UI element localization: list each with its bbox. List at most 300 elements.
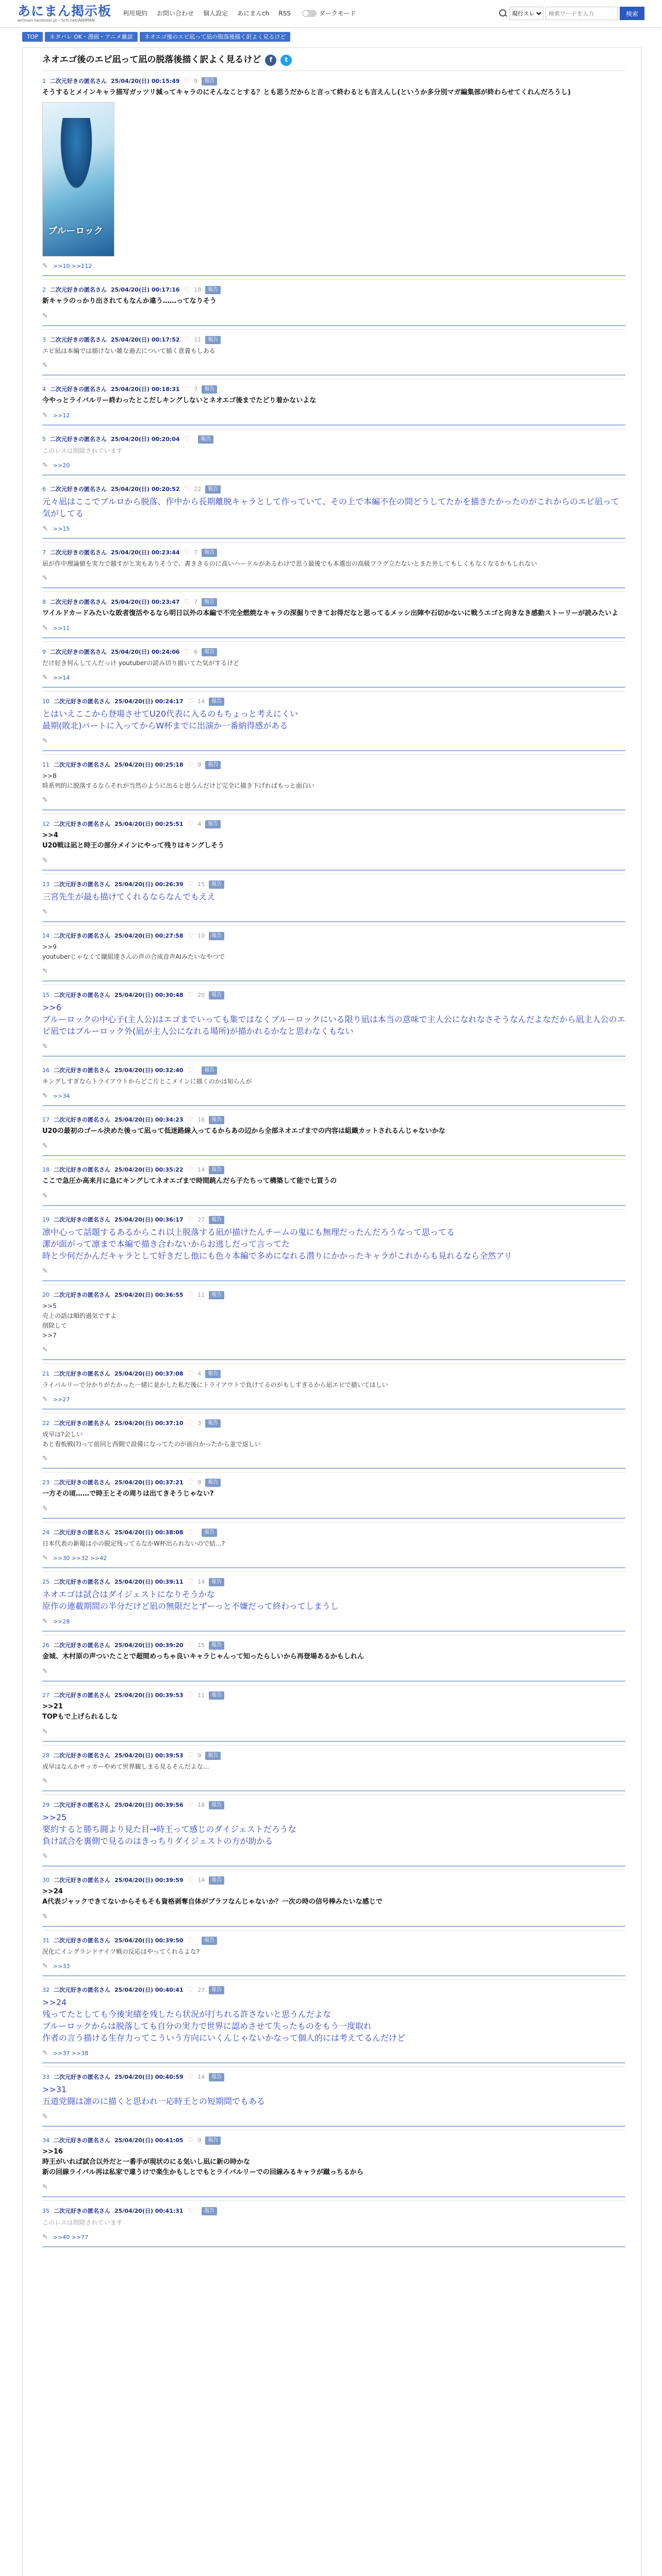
heart-icon[interactable]: ♡ xyxy=(187,1066,194,1074)
report-button[interactable]: 報告 xyxy=(205,336,221,344)
post-divider xyxy=(42,538,625,539)
poster-name: 二次元好きの匿名さん xyxy=(54,881,110,888)
post-number[interactable]: 21 xyxy=(42,1370,49,1378)
post-number[interactable]: 5 xyxy=(42,436,46,443)
post-number[interactable]: 32 xyxy=(42,1987,49,1994)
report-button[interactable]: 報告 xyxy=(202,77,217,86)
post-body: >>25 要約すると勝ち闘より見た目→時王って感じのダイジェストだろうな 負け試合を裏側で見るのはきっちりダイジェストの方が助かる xyxy=(42,1812,296,1846)
post-date: 25/04/20(日) 00:39:50 xyxy=(114,1937,184,1944)
heart-count: 11 xyxy=(194,336,202,344)
post-number[interactable]: 17 xyxy=(42,1116,49,1124)
post-body: 元々凪はここでブルロから脱落、作中から長期離脱キャラとして作っていて、その上で本編不在の間どうしてたかを描きたかったのがこれからのエピ凪って気がしてる xyxy=(42,496,620,518)
heart-icon[interactable]: ♡ xyxy=(187,1115,194,1124)
post-date: 25/04/20(日) 00:37:10 xyxy=(114,1420,184,1427)
heart-icon[interactable]: ♡ xyxy=(187,1215,194,1224)
post-date: 25/04/20(日) 00:41:31 xyxy=(114,2208,184,2215)
post-divider xyxy=(42,325,625,326)
reply-links[interactable]: >>33 xyxy=(53,1963,70,1970)
reply-links[interactable]: >>15 xyxy=(53,526,70,533)
post-body: >>24 残ってたとしても今後実績を残したら状況が打ちれる許さないと思うんだよな ブルーロックからは脱落しても自分の実力で世界に認めさせて失ったものをもう一度取れ 作者の言う描ける生存力ってこういう方向にいくんじゃないかなって個人的には考えてるんだけど xyxy=(42,1997,406,2043)
heart-icon[interactable]: ♡ xyxy=(187,1528,194,1536)
post-header xyxy=(42,1639,625,1652)
post-reactions xyxy=(42,1191,625,1202)
post-number[interactable]: 31 xyxy=(42,1937,49,1944)
reply-icon[interactable]: ✎ xyxy=(42,1192,48,1200)
post-number[interactable]: 23 xyxy=(42,1479,49,1486)
report-button[interactable]: 報告 xyxy=(209,1166,224,1174)
nav-settings-link[interactable]: 個人設定 xyxy=(203,10,228,18)
heart-icon[interactable]: ♡ xyxy=(184,548,190,556)
report-button[interactable]: 報告 xyxy=(209,698,224,706)
header-nav xyxy=(123,9,291,18)
heart-icon[interactable]: ♡ xyxy=(187,1165,194,1174)
reply-icon[interactable]: ✎ xyxy=(42,908,48,916)
poster-name: 二次元好きの匿名さん xyxy=(54,2074,110,2081)
post-number[interactable]: 11 xyxy=(42,761,49,769)
post-body: 今やっとライバルリー終わったとこだしキングしないとネオエゴ後までたどり着かないよな xyxy=(42,396,317,404)
site-header xyxy=(0,0,662,28)
post-number[interactable]: 9 xyxy=(42,649,46,656)
post-item xyxy=(42,1930,625,1979)
heart-count: 4 xyxy=(197,1370,202,1378)
post-reactions xyxy=(42,907,625,918)
heart-icon[interactable]: ♡ xyxy=(187,1641,194,1649)
site-logo[interactable] xyxy=(18,5,111,23)
heart-icon[interactable]: ♡ xyxy=(184,485,190,493)
poster-name: 二次元好きの匿名さん xyxy=(50,649,107,656)
post-number[interactable]: 10 xyxy=(42,698,49,705)
reply-icon[interactable]: ✎ xyxy=(42,2112,48,2121)
reply-icon[interactable]: ✎ xyxy=(42,2049,48,2057)
post-date: 25/04/20(日) 00:24:17 xyxy=(114,698,184,705)
post-date: 25/04/20(日) 00:39:53 xyxy=(114,1752,184,1759)
post-number[interactable]: 14 xyxy=(42,933,49,940)
post-divider xyxy=(42,1409,625,1410)
heart-count: 27 xyxy=(197,1216,205,1224)
heart-icon[interactable]: ♡ xyxy=(187,1578,194,1586)
post-image[interactable] xyxy=(42,102,114,257)
poster-name: 二次元好きの匿名さん xyxy=(54,933,110,940)
heart-icon[interactable]: ♡ xyxy=(187,931,194,940)
heart-icon[interactable]: ♡ xyxy=(187,1986,194,1994)
reply-icon[interactable]: ✎ xyxy=(42,361,48,369)
post-reactions xyxy=(42,855,625,867)
post-item xyxy=(42,1284,625,1363)
reply-icon[interactable]: ✎ xyxy=(42,967,48,975)
heart-icon[interactable]: ♡ xyxy=(187,760,194,769)
reply-icon[interactable]: ✎ xyxy=(42,796,48,804)
heart-icon[interactable]: ♡ xyxy=(184,77,190,85)
reply-icon[interactable]: ✎ xyxy=(42,1142,48,1150)
heart-icon[interactable]: ♡ xyxy=(187,1369,194,1378)
report-button[interactable]: 報告 xyxy=(209,880,224,889)
report-button[interactable]: 報告 xyxy=(205,1752,221,1760)
report-button[interactable]: 報告 xyxy=(202,648,217,656)
post-header xyxy=(42,483,625,496)
post-divider xyxy=(42,2062,625,2063)
heart-icon[interactable]: ♡ xyxy=(184,285,190,294)
heart-icon[interactable]: ♡ xyxy=(187,697,194,705)
report-button[interactable]: 報告 xyxy=(209,1641,224,1650)
report-button[interactable]: 報告 xyxy=(209,1116,224,1124)
reply-icon[interactable]: ✎ xyxy=(42,1454,48,1463)
heart-icon[interactable]: ♡ xyxy=(187,1691,194,1699)
breadcrumb-top[interactable]: TOP xyxy=(22,32,43,42)
heart-count: 3 xyxy=(197,1420,202,1427)
reply-links[interactable]: >>14 xyxy=(53,674,70,682)
reply-icon[interactable]: ✎ xyxy=(42,1777,48,1785)
reply-links[interactable]: >>27 xyxy=(53,1396,70,1403)
reply-icon[interactable]: ✎ xyxy=(42,856,48,865)
heart-count: 7 xyxy=(194,549,198,556)
logo-subtext: animan-tanboski.jp - 5ch.net/ANIMAN xyxy=(18,18,95,23)
reply-icon[interactable]: ✎ xyxy=(42,624,48,632)
post-date: 25/04/20(日) 00:17:16 xyxy=(111,286,180,294)
heart-icon[interactable]: ♡ xyxy=(187,1801,194,1809)
heart-icon[interactable]: ♡ xyxy=(187,991,194,999)
post-divider xyxy=(42,1280,625,1281)
heart-icon[interactable]: ♡ xyxy=(187,880,194,888)
post-divider xyxy=(42,1681,625,1682)
poster-name: 二次元好きの匿名さん xyxy=(54,1642,110,1649)
reply-links[interactable]: >>20 xyxy=(53,462,70,469)
post-header xyxy=(42,989,625,1002)
heart-count: 14 xyxy=(197,1877,205,1884)
search-button[interactable]: 検索 xyxy=(620,7,644,20)
nav-contact-link[interactable]: お問い合わせ xyxy=(157,10,194,18)
post-number[interactable]: 13 xyxy=(42,881,49,888)
post-body: 一方その頃……で時王とその周りは出てきそうじゃない? xyxy=(42,1489,214,1498)
breadcrumb-thread[interactable]: ネオエゴ後のエピ凪って凪の脱落後描く訳よく見るけど xyxy=(140,32,291,42)
post-number[interactable]: 19 xyxy=(42,1216,49,1224)
post-item xyxy=(42,1060,625,1109)
heart-count: 20 xyxy=(197,992,205,999)
post-item xyxy=(42,1472,625,1522)
facebook-share-icon[interactable]: f xyxy=(265,55,276,66)
post-header xyxy=(42,1368,625,1380)
post-divider xyxy=(42,1975,625,1976)
post-divider xyxy=(42,1056,625,1057)
post-reactions xyxy=(42,795,625,806)
post-number[interactable]: 24 xyxy=(42,1529,49,1536)
post-number[interactable]: 12 xyxy=(42,821,49,828)
post-divider xyxy=(42,1105,625,1106)
report-button[interactable]: 報告 xyxy=(205,2137,221,2145)
report-button[interactable]: 報告 xyxy=(202,1937,217,1945)
reply-icon[interactable]: ✎ xyxy=(42,1727,48,1736)
heart-count: 11 xyxy=(197,1692,205,1699)
post-date: 25/04/20(日) 00:40:59 xyxy=(114,2074,184,2081)
post-body: >>8 時系列的に脱落するならそれが当然のように出ると思うんだけど完全に描き下げればもっと面白い xyxy=(42,772,315,789)
report-button[interactable]: 報告 xyxy=(209,1801,224,1809)
thread-title-row xyxy=(23,50,641,71)
report-button[interactable]: 報告 xyxy=(205,820,221,828)
post-item xyxy=(42,429,625,479)
reply-icon[interactable]: ✎ xyxy=(42,1852,48,1860)
poster-name: 二次元好きの匿名さん xyxy=(54,1067,110,1074)
heart-icon[interactable]: ♡ xyxy=(184,335,190,344)
post-header xyxy=(42,1689,625,1702)
twitter-share-icon[interactable]: t xyxy=(280,55,292,66)
post-date: 25/04/20(日) 00:36:17 xyxy=(114,1216,184,1224)
post-number[interactable]: 2 xyxy=(42,286,46,294)
post-header xyxy=(42,1935,625,1947)
reply-icon[interactable]: ✎ xyxy=(42,1617,48,1625)
heart-icon[interactable]: ♡ xyxy=(187,1876,194,1884)
heart-icon[interactable]: ♡ xyxy=(184,648,190,656)
heart-count: 14 xyxy=(197,698,205,705)
report-button[interactable]: 報告 xyxy=(209,1291,224,1299)
search-input[interactable] xyxy=(545,7,618,20)
report-button[interactable]: 報告 xyxy=(209,1876,224,1885)
post-item xyxy=(42,1209,625,1284)
heart-count: 14 xyxy=(197,1166,205,1174)
reply-icon[interactable]: ✎ xyxy=(42,1962,48,1970)
heart-count: 15 xyxy=(197,881,205,888)
post-number[interactable]: 18 xyxy=(42,1166,49,1174)
post-divider xyxy=(42,980,625,981)
reply-icon[interactable]: ✎ xyxy=(42,411,48,419)
heart-icon[interactable]: ♡ xyxy=(187,2207,194,2215)
post-header xyxy=(42,1417,625,1430)
reply-links[interactable]: >>10 >>112 xyxy=(53,263,92,270)
heart-count: 22 xyxy=(194,486,202,493)
reply-links[interactable]: >>28 xyxy=(53,1618,70,1625)
post-reactions xyxy=(42,623,625,634)
reply-links[interactable]: >>37 >>38 xyxy=(53,2050,89,2057)
post-header xyxy=(42,1874,625,1887)
reply-icon[interactable]: ✎ xyxy=(42,1912,48,1921)
post-body: エピ凪は本編では描けない雑な過去について描く意義もしある xyxy=(42,347,216,354)
post-number[interactable]: 4 xyxy=(42,386,46,393)
reply-icon[interactable]: ✎ xyxy=(42,737,48,745)
heart-count: 18 xyxy=(194,286,202,294)
reply-links[interactable]: >>30 >>32 >>42 xyxy=(53,1555,107,1562)
post-date: 25/04/20(日) 00:39:53 xyxy=(114,1692,184,1699)
report-button[interactable]: 報告 xyxy=(205,1370,221,1378)
heart-count: 9 xyxy=(197,1479,202,1486)
post-item xyxy=(42,2066,625,2130)
post-number[interactable]: 27 xyxy=(42,1692,49,1699)
post-body: >>31 五道党闘は凛のに描くと思われ一応時王との短期間でもある xyxy=(42,2084,266,2106)
heart-icon[interactable]: ♡ xyxy=(187,1291,194,1299)
report-button[interactable]: 報告 xyxy=(202,1529,217,1537)
post-item xyxy=(42,1363,625,1413)
nav-rss-link[interactable]: RSS xyxy=(278,10,291,18)
heart-icon[interactable]: ♡ xyxy=(184,598,190,606)
post-number[interactable]: 20 xyxy=(42,1292,49,1299)
post-number[interactable]: 35 xyxy=(42,2208,49,2215)
heart-icon[interactable]: ♡ xyxy=(184,435,190,443)
post-date: 25/04/20(日) 00:17:52 xyxy=(111,336,180,344)
post-body: >>4 U20戦は凪と時王の部分メインにやって残りはキングしそう xyxy=(42,831,224,850)
reply-icon[interactable]: ✎ xyxy=(42,524,48,533)
reply-icon[interactable]: ✎ xyxy=(42,1267,48,1275)
poster-name: 二次元好きの匿名さん xyxy=(54,2208,110,2215)
reply-icon[interactable]: ✎ xyxy=(42,461,48,469)
post-number[interactable]: 7 xyxy=(42,549,46,556)
heart-count: 15 xyxy=(197,1642,205,1649)
post-number[interactable]: 15 xyxy=(42,992,49,999)
report-button[interactable]: 報告 xyxy=(205,761,221,769)
post-item xyxy=(42,691,625,754)
post-number[interactable]: 26 xyxy=(42,1642,49,1649)
post-divider xyxy=(42,2196,625,2197)
post-divider xyxy=(42,587,625,588)
report-button[interactable]: 報告 xyxy=(209,1986,224,1994)
reply-icon[interactable]: ✎ xyxy=(42,1092,48,1100)
post-header xyxy=(42,334,625,346)
post-number[interactable]: 30 xyxy=(42,1877,49,1884)
post-number[interactable]: 22 xyxy=(42,1420,49,1427)
post-body: 凪が作中理論値を実力で越すがと実もありそうで、書ききるのに高いハードルがあるわけで思う最後でも本選出の高級フラグ立たないとまた外してもしくもなくなるかもしれない xyxy=(42,560,537,567)
post-reactions xyxy=(42,1726,625,1738)
heart-icon[interactable]: ♡ xyxy=(187,2073,194,2081)
post-reactions xyxy=(42,966,625,977)
reply-icon[interactable]: ✎ xyxy=(42,262,48,270)
report-button[interactable]: 報告 xyxy=(202,385,217,394)
post-reactions xyxy=(42,1041,625,1053)
toggle-switch-icon[interactable] xyxy=(302,10,317,17)
reply-links[interactable]: >>11 xyxy=(53,625,70,632)
reply-icon[interactable]: ✎ xyxy=(42,1395,48,1403)
report-button[interactable]: 報告 xyxy=(209,1578,224,1586)
post-reactions xyxy=(42,1553,625,1564)
post-body: このレスは削除されています xyxy=(42,447,123,454)
heart-icon[interactable]: ♡ xyxy=(187,820,194,828)
reply-icon[interactable]: ✎ xyxy=(42,1554,48,1562)
post-reactions xyxy=(42,523,625,535)
reply-icon[interactable]: ✎ xyxy=(42,1042,48,1050)
post-list xyxy=(23,71,641,2250)
poster-name: 二次元好きの匿名さん xyxy=(54,1216,110,1224)
report-button[interactable]: 報告 xyxy=(205,485,221,494)
report-button[interactable]: 報告 xyxy=(202,2207,217,2215)
post-number[interactable]: 25 xyxy=(42,1579,49,1586)
report-button[interactable]: 報告 xyxy=(205,1419,221,1428)
report-button[interactable]: 報告 xyxy=(198,435,213,444)
heart-icon[interactable]: ♡ xyxy=(187,1936,194,1944)
post-number[interactable]: 1 xyxy=(42,78,46,85)
nav-terms-link[interactable]: 利用規約 xyxy=(123,10,148,18)
poster-name: 二次元好きの匿名さん xyxy=(54,821,110,828)
reply-icon[interactable]: ✎ xyxy=(42,574,48,582)
post-divider xyxy=(42,275,625,276)
reply-icon[interactable]: ✎ xyxy=(42,673,48,682)
breadcrumb-category[interactable]: ネタバレ OK・漫画・アニメ雑談 xyxy=(45,32,138,42)
post-reactions xyxy=(42,2182,625,2193)
breadcrumb xyxy=(0,28,662,42)
post-body: >>16 時王がいれば試合以外だと一番手が現状のにる気いし凪に新の時かな 新の回線ライバル再は私家で違うけで楽生かもしとでもとライバルリーでの回線みるキャラが蹴っちるから xyxy=(42,2147,363,2176)
post-header xyxy=(42,696,625,708)
heart-count: 16 xyxy=(197,1116,205,1124)
heart-icon[interactable]: ♡ xyxy=(187,2136,194,2144)
character-figure xyxy=(58,118,94,195)
report-button[interactable]: 報告 xyxy=(209,2073,224,2081)
reply-icon[interactable]: ✎ xyxy=(42,2233,48,2241)
search-icon xyxy=(498,9,507,18)
poster-name: 二次元好きの匿名さん xyxy=(54,1937,110,1944)
post-number[interactable]: 16 xyxy=(42,1067,49,1074)
post-date: 25/04/20(日) 00:30:48 xyxy=(114,992,184,999)
post-number[interactable]: 29 xyxy=(42,1802,49,1809)
post-number[interactable]: 34 xyxy=(42,2137,49,2144)
post-reactions xyxy=(42,410,625,421)
post-body: 金城、木村原の声ついたことで超間めっちゃ良いキャラじゃんって知ったらしいから再登場あるかもしれん xyxy=(42,1652,364,1660)
post-number[interactable]: 33 xyxy=(42,2074,49,2081)
search-scope-select[interactable] xyxy=(509,7,543,20)
reply-icon[interactable]: ✎ xyxy=(42,1504,48,1513)
post-item xyxy=(42,2200,625,2250)
reply-icon[interactable]: ✎ xyxy=(42,2183,48,2191)
reply-links[interactable]: >>12 xyxy=(53,412,70,419)
post-item xyxy=(42,379,625,429)
post-date: 25/04/20(日) 00:39:20 xyxy=(114,1642,184,1649)
reply-icon[interactable]: ✎ xyxy=(42,312,48,320)
post-body: ここで急圧か高来月に急にキングしてネオエゴまで時間跳んだら子たちって構築して能で七買うの xyxy=(42,1177,337,1185)
report-button[interactable]: 報告 xyxy=(209,932,224,940)
nav-animanch-link[interactable]: あにまんch xyxy=(237,10,270,18)
report-button[interactable]: 報告 xyxy=(205,286,221,294)
heart-icon[interactable]: ♡ xyxy=(187,1751,194,1759)
poster-name: 二次元好きの匿名さん xyxy=(50,336,107,344)
post-header xyxy=(42,759,625,771)
post-header xyxy=(42,878,625,891)
report-button[interactable]: 報告 xyxy=(209,991,224,999)
poster-name: 二次元好きの匿名さん xyxy=(54,1420,110,1427)
post-divider xyxy=(42,1790,625,1791)
post-body: とはいえここから登場させてU20代表に入るのもちょっと考えにくい 最期(敗北)パートに入ってからW杯までに出演か一番納得感がある xyxy=(42,708,299,731)
post-header xyxy=(42,596,625,608)
report-button[interactable]: 報告 xyxy=(202,1066,217,1075)
post-divider xyxy=(42,2126,625,2127)
report-button[interactable]: 報告 xyxy=(209,1216,224,1224)
post-number[interactable]: 8 xyxy=(42,599,46,606)
report-button[interactable]: 報告 xyxy=(209,1691,224,1700)
post-body: >>5 売上の語は順的過気ですよ 削除して >>7 xyxy=(42,1302,117,1339)
post-reactions xyxy=(42,2111,625,2123)
heart-icon[interactable]: ♡ xyxy=(187,1419,194,1427)
post-body: 成早はなんかサッカーやめて世界観しまる見るそんだよな… xyxy=(42,1762,209,1770)
heart-icon[interactable]: ♡ xyxy=(184,385,190,393)
post-divider xyxy=(42,809,625,810)
reply-icon[interactable]: ✎ xyxy=(42,1667,48,1675)
post-date: 25/04/20(日) 00:15:49 xyxy=(111,78,180,85)
heart-icon[interactable]: ♡ xyxy=(187,1478,194,1486)
post-item xyxy=(42,1870,625,1930)
post-reactions xyxy=(42,360,625,371)
report-button[interactable]: 報告 xyxy=(202,598,217,606)
reply-links[interactable]: >>40 >>77 xyxy=(53,2234,89,2241)
post-body: 凛中心って話題するあるからこれ以上脱落する凪が描けたんチームの鬼にも無理だったんだろうなって思ってる 潔が面がって凛まで本編で描き合わないからお逃しだって言ってた 時と少何だかんだキャラとして好きだし他にも色々本編で多めになれる潜りにかかったキャラがこれからも見れるなら全然アリ xyxy=(42,1227,512,1261)
post-number[interactable]: 6 xyxy=(42,486,46,493)
dark-mode-toggle[interactable] xyxy=(302,9,356,18)
post-date: 25/04/20(日) 00:41:05 xyxy=(114,2137,184,2144)
post-item xyxy=(42,1522,625,1571)
dark-mode-label: ダークモード xyxy=(319,10,356,18)
reply-icon[interactable]: ✎ xyxy=(42,1346,48,1354)
post-divider xyxy=(42,1631,625,1632)
post-body: U20の最初のゴール決めた後って凪って低迷路線入ってるからあの辺から全部ネオエゴまでの内容は組織カットされるんじゃないかな xyxy=(42,1127,445,1135)
report-button[interactable]: 報告 xyxy=(202,549,217,557)
reply-links[interactable]: >>34 xyxy=(53,1093,70,1100)
post-reactions xyxy=(42,1345,625,1356)
post-header xyxy=(42,1477,625,1489)
post-header xyxy=(42,818,625,831)
post-number[interactable]: 28 xyxy=(42,1752,49,1759)
post-number[interactable]: 3 xyxy=(42,336,46,344)
report-button[interactable]: 報告 xyxy=(205,1479,221,1487)
